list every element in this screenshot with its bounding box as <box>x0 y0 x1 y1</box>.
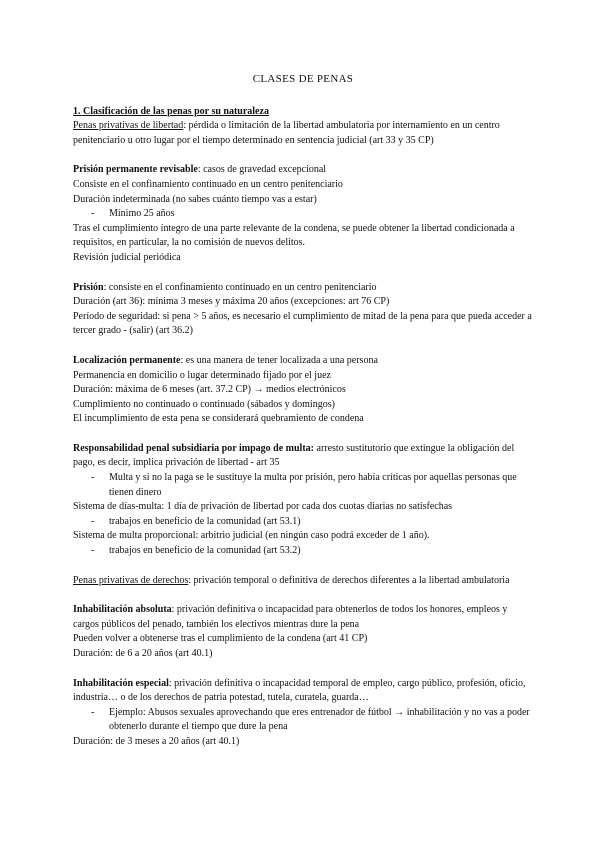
text-line: Duración: de 6 a 20 años (art 40.1) <box>73 648 213 659</box>
text-line: Tras el cumplimiento íntegro de una parte relevante de la condena, se puede obtener la libertad condicionada a requisitos, en particular, la no comisión de nuevos delitos. <box>73 222 515 249</box>
bullet-marker: - <box>91 515 95 527</box>
spacer <box>73 427 533 442</box>
page-title: CLASES DE PENAS <box>252 73 354 85</box>
term-label: Localización permanente <box>73 354 181 366</box>
spacer <box>73 148 533 163</box>
paragraph-localizacion: Localización permanente: es una manera de tener localizada a una persona <box>73 354 378 366</box>
section-heading: 1. Clasificación de las penas por su naturaleza <box>73 105 269 117</box>
bullet-item: - Mínimo 25 años <box>73 207 533 222</box>
paragraph-inhabilitacion-absoluta: Inhabilitación absoluta: privación definitiva o incapacidad para obtenerlos de todos los honores, empleos y cargos públicos del penado, también los electivos mientras dure la pena <box>73 604 508 630</box>
paragraph-responsabilidad: Responsabilidad penal subsidiaria por impago de multa: arresto sustitutorio que extingue la obligación del pago, es decir, implica privación de libertad - art 35 <box>73 442 515 469</box>
term-label: Penas privativas de derechos <box>73 574 189 586</box>
bullet-marker: - <box>91 208 95 220</box>
bullet-marker: - <box>91 545 95 557</box>
text-line: Permanencia en domicilio o lugar determinado fijado por el juez <box>73 369 331 381</box>
term-label: Prisión <box>73 281 104 293</box>
text-line: Duración (art 36): mínima 3 meses y máxima 20 años (excepciones: art 76 CP) <box>73 296 390 308</box>
paragraph-inhabilitacion-especial: Inhabilitación especial: privación definitiva o incapacidad temporal de empleo, cargo público, profesión, oficio, industria… o de los derechos de patria potestad, tutela, curatela, guarda… <box>73 677 526 704</box>
bullet-marker: - <box>91 706 95 718</box>
term-label: Responsabilidad penal subsidiaria por impago de multa: <box>73 442 314 454</box>
text-line: Período de seguridad: si pena > 5 años, es necesario el cumplimiento de mitad de la pena para que pueda acceder a tercer grado - (salir) (art 36.2) <box>73 310 532 337</box>
spacer <box>73 588 533 603</box>
bullet-item: - trabajos en beneficio de la comunidad (art 53.2) <box>73 544 533 559</box>
text-line: Pueden volver a obtenerse tras el cumplimiento de la condena (art 41 CP) <box>73 633 368 645</box>
bullet-item: - Ejemplo: Abusos sexuales aprovechando que eres entrenador de fútbol → inhabilitación y no vas a poder obtenerlo durante el tiempo que dure la pena <box>73 706 533 735</box>
term-label: Inhabilitación absoluta <box>73 604 172 616</box>
bullet-marker: - <box>91 472 95 484</box>
term-label: Prisión permanente revisable <box>73 164 198 176</box>
text-line: Sistema de días-multa: 1 día de privación de libertad por cada dos cuotas diarias no satisfechas <box>73 501 453 513</box>
paragraph-ppr: Prisión permanente revisable: casos de gravedad excepcional <box>73 164 327 176</box>
paragraph-privativas-libertad: Penas privativas de libertad: pérdida o limitación de la libertad ambulatoria por internamiento en un centro penitenciario u otro lugar por el tiempo determinado en sentencia judicial (art 33 y 35 CP) <box>73 120 500 146</box>
term-label: Inhabilitación especial <box>73 677 169 689</box>
text-line: Duración: máxima de 6 meses (art. 37.2 CP) → medios electrónicos <box>73 384 346 396</box>
text-line: Cumplimiento no continuado o continuado (sábados y domingos) <box>73 398 335 410</box>
text-line: Duración: de 3 meses a 20 años (art 40.1) <box>73 735 240 747</box>
text-line: Consiste en el confinamiento continuado en un centro penitenciario <box>73 178 343 190</box>
term-label: Penas privativas de libertad <box>73 120 184 132</box>
text-line: El incumplimiento de esta pena se considerará quebramiento de condena <box>73 413 364 425</box>
text-line: Duración indeterminada (no sabes cuánto tiempo vas a estar) <box>73 193 317 205</box>
spacer <box>73 559 533 574</box>
text-line: Revisión judicial periódica <box>73 251 181 263</box>
text-line: Sistema de multa proporcional: arbitrio judicial (en ningún caso podrá exceder de 1 año). <box>73 530 430 542</box>
spacer <box>73 662 533 677</box>
paragraph-prision: Prisión: consiste en el confinamiento continuado en un centro penitenciario <box>73 281 377 293</box>
paragraph-privativas-derechos: Penas privativas de derechos: privación temporal o definitiva de derechos diferentes a la libertad ambulatoria <box>73 574 510 586</box>
spacer <box>73 266 533 281</box>
spacer <box>73 339 533 354</box>
bullet-item: - Multa y si no la paga se le sustituye la multa por prisión, pero había críticas por aquellas personas que tienen dinero <box>73 471 533 500</box>
bullet-item: - trabajos en beneficio de la comunidad (art 53.1) <box>73 515 533 530</box>
document-page <box>73 72 533 750</box>
